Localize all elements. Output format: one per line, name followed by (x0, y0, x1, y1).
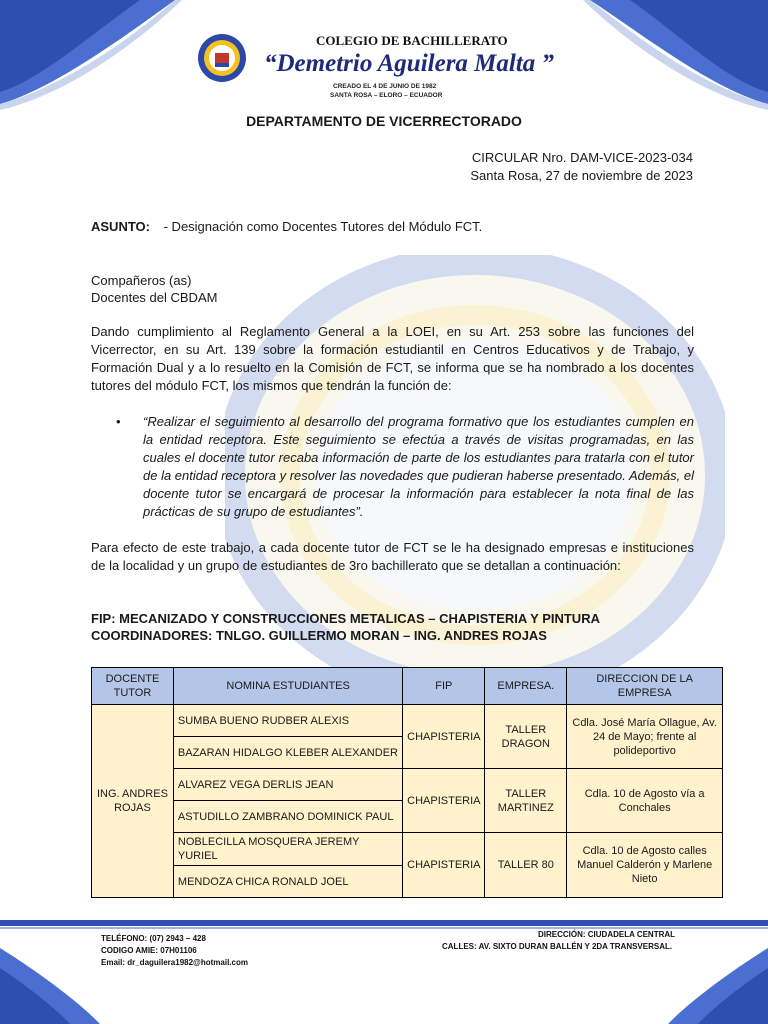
header-docente-tutor: DOCENTE TUTOR (92, 668, 174, 705)
student-name: SUMBA BUENO RUDBER ALEXIS (173, 705, 402, 737)
footer-streets: CALLES: AV. SIXTO DURAN BALLÉN Y 2DA TRANSVERSAL. (442, 942, 673, 951)
table-header-row (92, 668, 723, 705)
student-name: ASTUDILLO ZAMBRANO DOMINICK PAUL (173, 801, 402, 833)
empresa-cell: TALLER MARTINEZ (485, 769, 567, 833)
subject-label: ASUNTO: (91, 219, 150, 234)
header-direccion: DIRECCION DE LA EMPRESA (567, 668, 723, 705)
direccion-cell: Cdla. José María Ollague, Av. 24 de Mayo; frente al polideportivo (567, 705, 723, 769)
empresa-cell: TALLER DRAGON (485, 705, 567, 769)
fip-cell: CHAPISTERIA (403, 705, 485, 769)
recipients (91, 272, 217, 306)
school-location: SANTA ROSA – ELORO – ECUADOR (330, 92, 443, 99)
circular-date: Santa Rosa, 27 de noviembre de 2023 (470, 168, 693, 183)
table-row (92, 833, 723, 866)
footer-amie: CODIGO AMIE: 07H01106 (101, 946, 197, 955)
header-empresa: EMPRESA. (485, 668, 567, 705)
subject-line (91, 219, 482, 234)
tutor-cell: ING. ANDRES ROJAS (92, 705, 174, 898)
footer-address: DIRECCIÓN: CIUDADELA CENTRAL (538, 930, 676, 939)
student-name: NOBLECILLA MOSQUERA JEREMY YURIEL (173, 833, 402, 866)
tutor-table (91, 667, 723, 898)
footer-contact (101, 933, 248, 969)
student-name: BAZARAN HIDALGO KLEBER ALEXANDER (173, 737, 402, 769)
school-name: “Demetrio Aguilera Malta ” (264, 50, 555, 77)
bullet-icon: • (116, 414, 121, 429)
fip-title: FIP: MECANIZADO Y CONSTRUCCIONES METALICAS – CHAPISTERIA Y PINTURA (91, 611, 600, 626)
direccion-cell: Cdla. 10 de Agosto calles Manuel Calderón y Marlene Nieto (567, 833, 723, 898)
table-row (92, 705, 723, 737)
footer-phone: TELÉFONO: (07) 2943 – 428 (101, 934, 206, 943)
subject-text: - Designación como Docentes Tutores del Módulo FCT. (163, 219, 483, 234)
header-nomina-estudiantes: NOMINA ESTUDIANTES (173, 668, 402, 705)
header-fip: FIP (403, 668, 485, 705)
institution-type: COLEGIO DE BACHILLERATO (316, 33, 508, 48)
recipient-line: Docentes del CBDAM (91, 290, 218, 305)
recipient-line: Compañeros (as) (91, 273, 192, 288)
fip-cell: CHAPISTERIA (403, 769, 485, 833)
fip-cell: CHAPISTERIA (403, 833, 485, 898)
student-name: ALVAREZ VEGA DERLIS JEAN (173, 769, 402, 801)
department-title: DEPARTAMENTO DE VICERRECTORADO (246, 113, 522, 129)
paragraph-details: Para efecto de este trabajo, a cada docente tutor de FCT se le ha designado empresas e instituciones de la localidad y un grupo de estudiantes de 3ro bachillerato que se detallan a continuación: (91, 540, 694, 573)
circular-number: CIRCULAR Nro. DAM-VICE-2023-034 (471, 150, 693, 165)
paragraph-intro: Dando cumplimiento al Reglamento General a la LOEI, en su Art. 253 sobre las funciones del Vicerrector, en su Art. 139 sobre la formación estudiantil en Centros Educativos y de Trabajo, y Formación Dual y a lo resuelto en la Comisión de FCT, se informa que se ha nombrado a los docentes tutores del módulo FCT, los mismos que tendrán la función de: (91, 324, 694, 393)
coordinators: COORDINADORES: TNLGO. GUILLERMO MORAN – ING. ANDRES ROJAS (91, 628, 547, 643)
direccion-cell: Cdla. 10 de Agosto vía a Conchales (567, 769, 723, 833)
creation-date: CREADO EL 4 DE JUNIO DE 1982 (333, 83, 437, 90)
table-row (92, 769, 723, 801)
school-seal-logo (197, 33, 247, 83)
bullet-quote: “Realizar el seguimiento al desarrollo del programa formativo que los estudiantes cumplen en la entidad receptora. Este seguimiento se efectúa a través de visitas programadas, en las cuales el docente tutor recaba información de parte de los estudiantes para tratarla con el tutor de la entidad receptora y resolver las novedades que pudieran haberse presentado. Además, el docente tutor se encargará de procesar la información para establecer la nota final de las prácticas de su grupo de estudiantes”. (143, 414, 694, 519)
empresa-cell: TALLER 80 (485, 833, 567, 898)
student-name: MENDOZA CHICA RONALD JOEL (173, 866, 402, 898)
footer-email: Email: dr_daguilera1982@hotmail.com (101, 958, 248, 967)
